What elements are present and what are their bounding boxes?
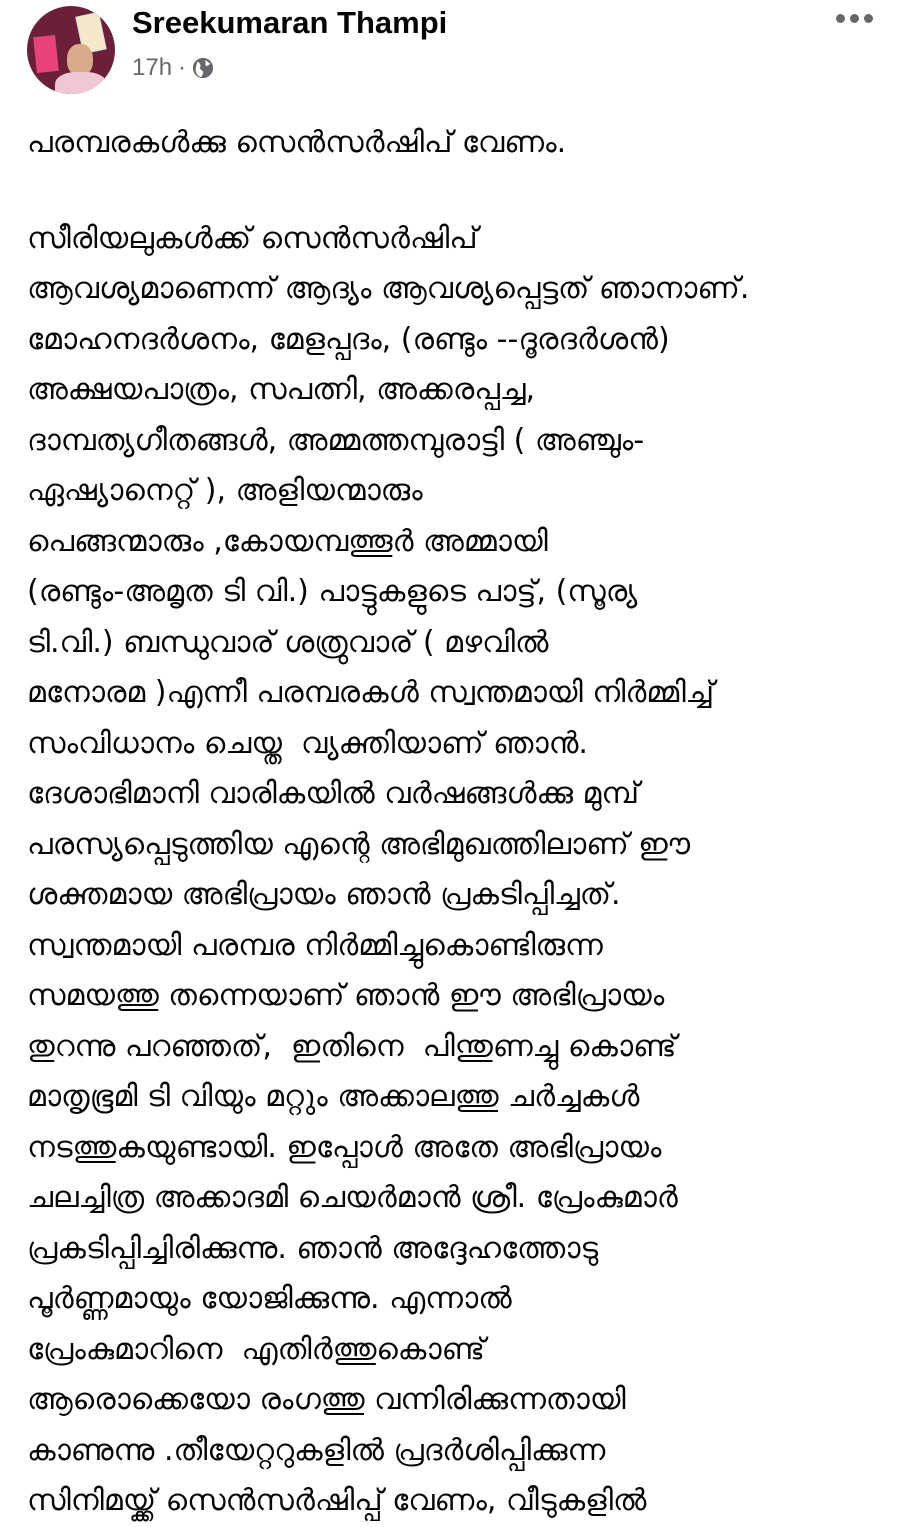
more-options-icon xyxy=(850,14,859,23)
avatar-shirt xyxy=(55,72,107,94)
more-options-button[interactable] xyxy=(836,14,873,23)
post-body xyxy=(27,118,887,1527)
post-text-line: ഏഷ്യാനെറ്റ് ), അളിയന്മാരും xyxy=(27,473,423,508)
post-timestamp[interactable]: 17h xyxy=(132,54,173,81)
post-text-line: മോഹനദർശനം, മേളപ്പദം, (രണ്ടും --ദൂരദർശൻ) xyxy=(27,321,670,357)
post-text-line: മാതൃഭൂമി ടി വിയും മറ്റും അക്കാലത്തു ചർച്ചകൾ xyxy=(27,1079,640,1114)
paragraph-spacer xyxy=(27,169,887,214)
post-text-line: സ്വന്തമായി പരമ്പര നിർമ്മിച്ചുകൊണ്ടിരുന്ന xyxy=(27,927,603,963)
post-text-line: സീരിയലുകൾക്ക് സെൻസർഷിപ് xyxy=(27,220,478,256)
post-text-line: പൂർണ്ണമായും യോജിക്കുന്നു. എന്നാൽ xyxy=(27,1281,512,1316)
post-title: പരമ്പരകൾക്കു സെൻസർഷിപ് വേണം. xyxy=(27,125,567,160)
post-text-line: ചലച്ചിത്ര അക്കാദമി ചെയർമാൻ ശ്രീ. പ്രേംകുമാർ xyxy=(27,1180,678,1215)
post-meta xyxy=(132,54,214,82)
post-text-line: തുറന്നു പറഞ്ഞത്, ഇതിനെ പിന്തുണച്ചു കൊണ്ട് xyxy=(27,1028,677,1064)
post-text-line: പ്രേംകുമാറിനെ എതിർത്തുകൊണ്ട് xyxy=(27,1331,485,1367)
author-name[interactable]: Sreekumaran Thampi xyxy=(132,5,448,40)
post-text-line: പെങ്ങന്മാരും ,കോയമ്പത്തൂർ അമ്മായി xyxy=(27,523,548,559)
globe-icon[interactable] xyxy=(192,57,214,79)
post-text-line: പ്രകടിപ്പിച്ചിരിക്കുന്നു. ഞാൻ അദ്ദേഹത്തോടു xyxy=(27,1230,599,1266)
post-text-line: കാണുന്നു .തീയേറ്ററുകളിൽ പ്രദർശിപ്പിക്കുന്ന xyxy=(27,1432,606,1468)
post-text xyxy=(27,214,887,1527)
more-options-icon xyxy=(836,14,845,23)
post-text-line: ശക്തമായ അഭിപ്രായം ഞാൻ പ്രകടിപ്പിച്ചത്. xyxy=(27,877,621,912)
post-text-line: (രണ്ടും-അമൃത ടി വി.) പാട്ടുകളുടെ പാട്ട്, (സൂര്യ xyxy=(27,574,638,609)
post-text-line: ദാമ്പത്യഗീതങ്ങൾ, അമ്മത്തമ്പുരാട്ടി ( അഞ്ചും- xyxy=(27,422,645,458)
meta-separator: · xyxy=(178,54,187,81)
more-options-icon xyxy=(864,14,873,23)
author-avatar[interactable] xyxy=(27,6,115,94)
post-text-line: ദേശാഭിമാനി വാരികയിൽ വർഷങ്ങൾക്കു മുമ്പ് xyxy=(27,776,640,811)
avatar-book-cover xyxy=(33,35,59,73)
post-text-line: അക്ഷയപാത്രം, സപത്നി, അക്കരപ്പച്ച, xyxy=(27,372,536,407)
post-text-line: ആവശ്യമാണെന്ന് ആദ്യം ആവശ്യപ്പെട്ടത് ഞാനാണ്. xyxy=(27,271,750,306)
post-text-line: സമയത്തു തന്നെയാണ് ഞാൻ ഈ അഭിപ്രായം xyxy=(27,978,665,1013)
post-text-line: സിനിമയ്ക്ക് സെൻസർഷിപ്പ് വേണം, വീടുകളിൽ xyxy=(27,1483,647,1518)
post-text-line: പരസ്യപ്പെടുത്തിയ എന്റെ അഭിമുഖത്തിലാണ് ഈ xyxy=(27,826,691,862)
post-text-line: ആരൊക്കെയോ രംഗത്തു വന്നിരിക്കുന്നതായി xyxy=(27,1382,626,1417)
post-header xyxy=(0,0,900,100)
post-text-line: മനോരമ )എന്നീ പരമ്പരകൾ സ്വന്തമായി നിർമ്മിച്ച് xyxy=(27,675,715,710)
post-text-line: സംവിധാനം ചെയ്ത വ്യക്തിയാണ് ഞാൻ. xyxy=(27,725,588,761)
post-text-line: നടത്തുകയുണ്ടായി. ഇപ്പോൾ അതേ അഭിപ്രായം xyxy=(27,1129,662,1165)
post-text-line: ടി.വി.) ബന്ധുവാര് ശത്രുവാര് ( മഴവിൽ xyxy=(27,624,549,660)
